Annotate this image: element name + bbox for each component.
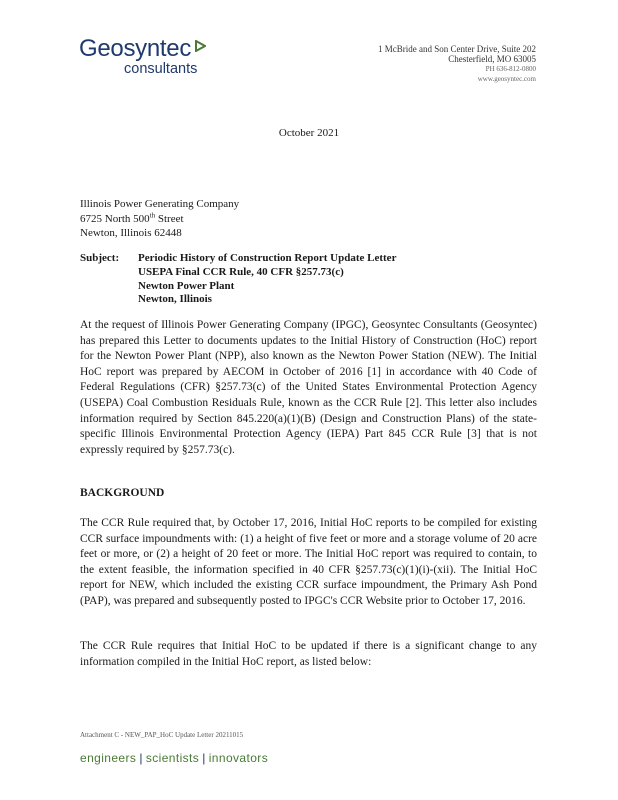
- tagline-scientists: scientists: [145, 751, 200, 765]
- footer-tagline: [80, 751, 268, 765]
- recipient-city: Newton, Illinois 62448: [80, 227, 182, 239]
- background-paragraph: The CCR Rule required that, by October 17, 2016, Initial HoC reports to be compiled for existing CCR surface impoundments with: (1) a height of five feet or more and a storage volume of 20 acre feet or more, or (2) a height of 20 feet or more. The Initial HoC report was required to contain, to the extent feasible, the information specified in 40 CFR §257.73(c)(1)(i)-(xii). The Initial HoC report for NEW, which included the existing CCR surface impoundment, the Primary Ash Pond (PAP), was prepared and subsequently posted to IPGC's CCR Website prior to October 17, 2016.: [80, 517, 537, 607]
- subject-block: [80, 252, 396, 307]
- letterhead-address: [378, 44, 536, 84]
- intro-paragraph: At the request of Illinois Power Generating Company (IPGC), Geosyntec Consultants (Geosyntec) has prepared this Letter to documents updates to the Initial History of Construction (HoC) report for the Newton Power Plant (NPP), also known as the Newton Power Station (NEW). The Initial HoC report was prepared by AECOM in October of 2016 [1] in accordance with 40 Code of Federal Regulations (CFR) §257.73(c) of the United States Environmental Protection Agency (USEPA) Coal Combustion Residuals Rule, known as the CCR Rule [2]. This letter also includes information required by Section 845.220(a)(1)(B) (Design and Construction Plans) of the state-specific Illinois Environmental Protection Agency (IEPA) Part 845 CCR Rule [3] that is not expressly required by §257.73(c).: [80, 319, 537, 456]
- recipient-block: [80, 197, 239, 241]
- address-line-1: 1 McBride and Son Center Drive, Suite 202: [378, 44, 536, 54]
- logo-brand-text: Geosyntec: [79, 35, 192, 62]
- address-line-2: Chesterfield, MO 63005: [448, 54, 536, 64]
- tagline-innovators: innovators: [208, 751, 269, 765]
- subject-label: Subject:: [80, 252, 120, 264]
- tagline-engineers: engineers: [80, 751, 137, 765]
- recipient-street: 6725 North 500th Street: [80, 210, 184, 225]
- tagline-separator: |: [202, 751, 206, 765]
- company-logo: [79, 36, 206, 77]
- subject-line: USEPA Final CCR Rule, 40 CFR §257.73(c): [138, 265, 344, 278]
- subject-lines: [138, 252, 396, 307]
- update-requirement-paragraph: The CCR Rule requires that Initial HoC to be updated if there is a significant change to any information compiled in the Initial HoC report, as listed below:: [80, 640, 537, 668]
- phone-number: PH 636-812-0800: [485, 65, 536, 73]
- logo-sub-brand: consultants: [124, 61, 198, 77]
- letter-date: October 2021: [278, 127, 340, 139]
- recipient-company: Illinois Power Generating Company: [80, 198, 240, 210]
- tagline-separator: |: [139, 751, 143, 765]
- document-reference: Attachment C - NEW_PAP_HoC Update Letter 20211015: [80, 731, 244, 739]
- website-link[interactable]: www.geosyntec.com: [477, 75, 536, 83]
- logo-triangle-icon: [194, 40, 206, 52]
- subject-line: Periodic History of Construction Report Update Letter: [138, 252, 397, 264]
- background-heading: BACKGROUND: [80, 487, 165, 499]
- subject-line: Newton, Illinois: [138, 293, 212, 306]
- subject-line: Newton Power Plant: [138, 279, 235, 292]
